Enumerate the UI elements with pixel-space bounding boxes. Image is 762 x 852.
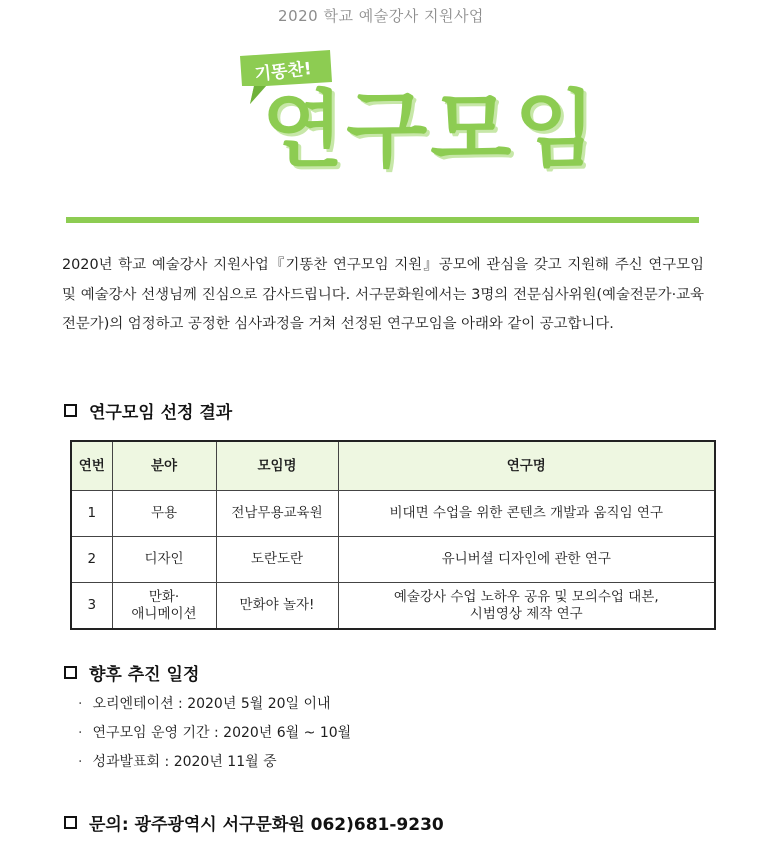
table-row — [71, 583, 715, 630]
table-header-row — [71, 441, 715, 491]
main-title: 연구모임 — [262, 81, 599, 179]
cell-group: 전남무용교육원 — [216, 491, 338, 537]
schedule-item-label: 성과발표회 : 2020년 11월 중 — [92, 754, 277, 770]
schedule-item-label: 오리엔테이션 : 2020년 5월 20일 이내 — [92, 696, 331, 712]
checkbox-bullet-icon — [64, 816, 77, 829]
bullet-dot-icon: · — [78, 696, 83, 712]
header-group: 모임명 — [216, 441, 338, 491]
results-heading-label: 연구모임 선정 결과 — [89, 403, 233, 423]
cell-group: 만화야 놀자! — [216, 583, 338, 630]
page-subtitle: 2020 학교 예술강사 지원사업 — [278, 7, 484, 25]
cell-no: 2 — [71, 537, 112, 583]
results-table — [70, 440, 716, 630]
badge-label: 기똥찬! — [253, 59, 313, 85]
header-no: 연번 — [71, 441, 112, 491]
checkbox-bullet-icon — [64, 666, 77, 679]
table-row — [71, 491, 715, 537]
cell-field: 무용 — [112, 491, 216, 537]
cell-field: 디자인 — [112, 537, 216, 583]
cell-field: 만화· 애니메이션 — [112, 583, 216, 630]
bullet-dot-icon: · — [78, 725, 83, 741]
title-divider — [66, 217, 699, 223]
results-heading — [64, 398, 232, 423]
list-item — [78, 748, 351, 777]
cell-study: 비대면 수업을 위한 콘텐츠 개발과 움직임 연구 — [338, 491, 715, 537]
contact-heading-label: 문의: 광주광역시 서구문화원 062)681-9230 — [89, 815, 444, 835]
cell-study: 유니버셜 디자인에 관한 연구 — [338, 537, 715, 583]
table-row — [71, 537, 715, 583]
cell-no: 3 — [71, 583, 112, 630]
intro-paragraph: 2020년 학교 예술강사 지원사업『기똥찬 연구모임 지원』공모에 관심을 갖고 지원해 주신 연구모임 및 예술강사 선생님께 진심으로 감사드립니다. 서구문화원에서는 3명의 전문심사위원(예술전문가·교육전문가)의 엄정하고 공정한 심사과정을 거쳐 선정된 연구모임을 아래와 같이 공고합니다. — [62, 257, 704, 332]
schedule-heading — [64, 660, 199, 685]
list-item — [78, 690, 351, 719]
header-field: 분야 — [112, 441, 216, 491]
header-study: 연구명 — [338, 441, 715, 491]
cell-study: 예술강사 수업 노하우 공유 및 모의수업 대본, 시범영상 제작 연구 — [338, 583, 715, 630]
cell-group: 도란도란 — [216, 537, 338, 583]
schedule-item-label: 연구모임 운영 기간 : 2020년 6월 ~ 10월 — [92, 725, 352, 741]
checkbox-bullet-icon — [64, 404, 77, 417]
list-item — [78, 719, 351, 748]
schedule-list — [78, 690, 351, 777]
contact-heading — [64, 810, 444, 835]
bullet-dot-icon: · — [78, 754, 83, 770]
cell-no: 1 — [71, 491, 112, 537]
schedule-heading-label: 향후 추진 일정 — [89, 665, 200, 685]
